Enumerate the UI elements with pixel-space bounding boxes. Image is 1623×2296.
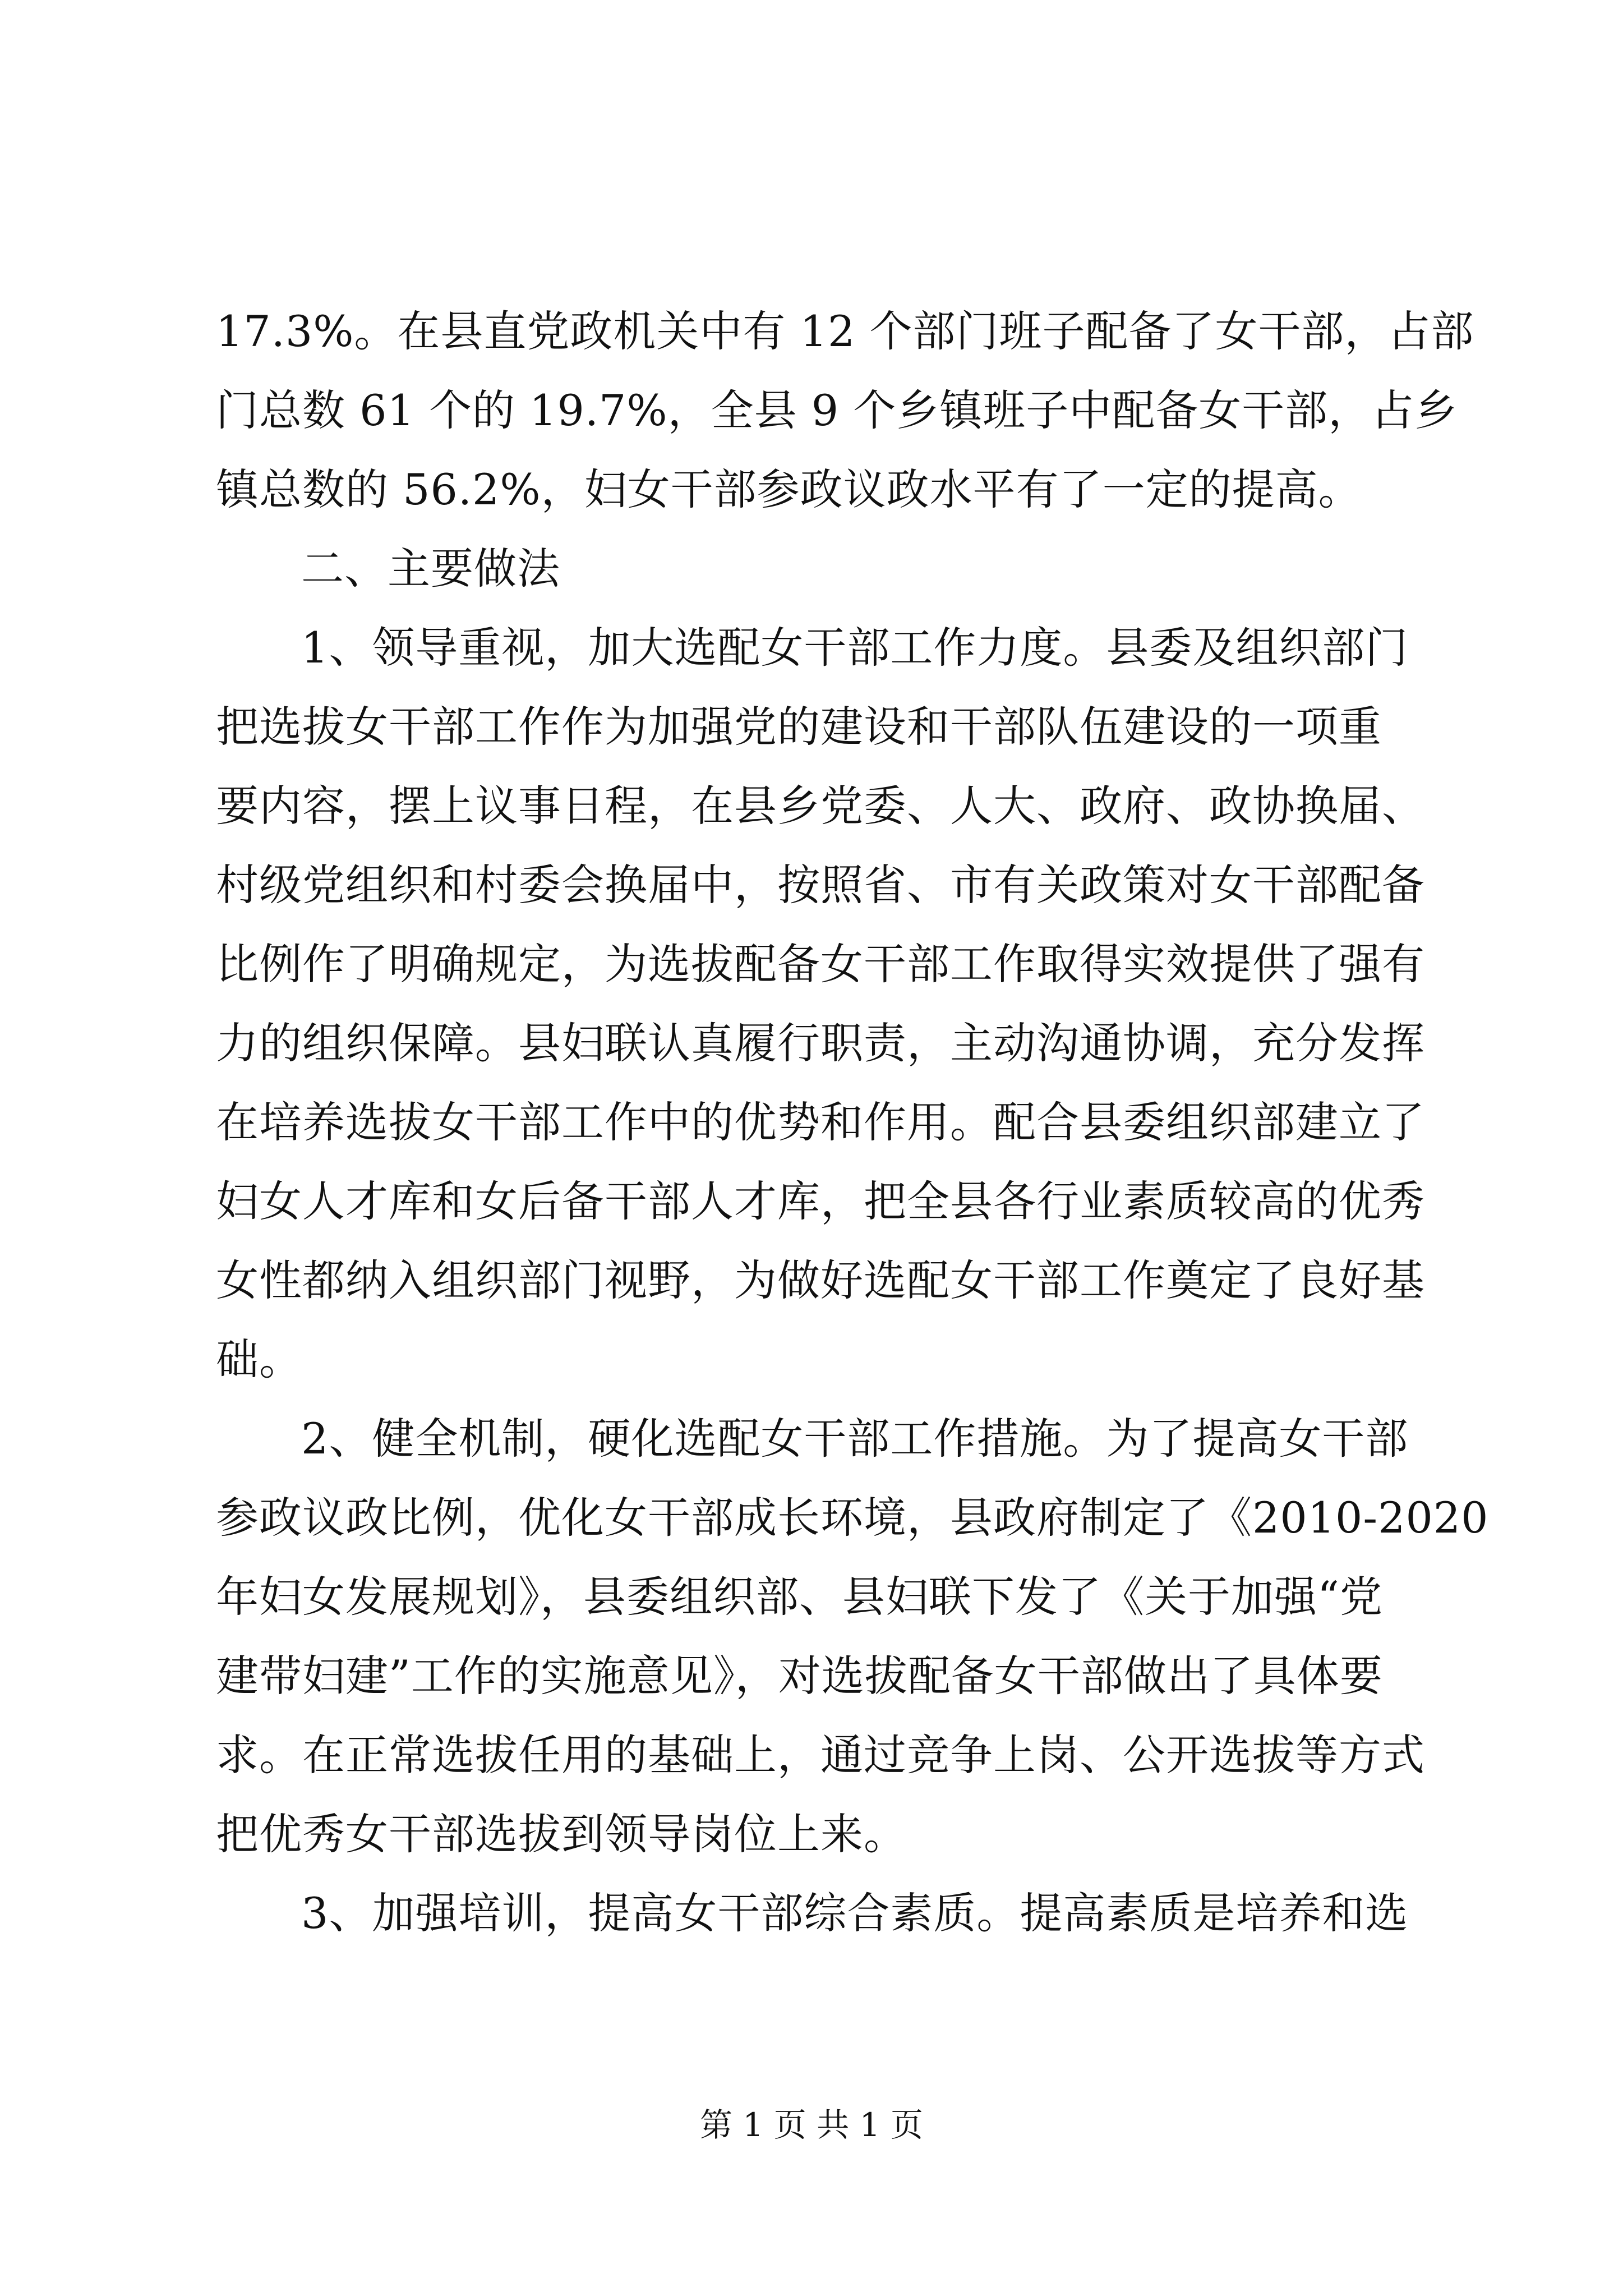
text-line: 要内容，摆上议事日程，在县乡党委、人大、政府、政协换届、 bbox=[216, 781, 1425, 831]
text-line: 3、加强培训，提高女干部综合素质。提高素质是培养和选 bbox=[301, 1888, 1409, 1938]
text-line: 妇女人才库和女后备干部人才库，把全县各行业素质较高的优秀 bbox=[216, 1176, 1425, 1226]
text-line: 2、健全机制，硬化选配女干部工作措施。为了提高女干部 bbox=[301, 1414, 1409, 1464]
text-line: 把优秀女干部选拔到领导岗位上来。 bbox=[216, 1809, 907, 1859]
text-line: 17.3%。在县直党政机关中有 12 个部门班子配备了女干部，占部 bbox=[216, 306, 1474, 356]
text-line: 在培养选拔女干部工作中的优势和作用。配合县委组织部建立了 bbox=[216, 1097, 1425, 1147]
text-line: 村级党组织和村委会换届中，按照省、市有关政策对女干部配备 bbox=[216, 860, 1425, 910]
text-line: 女性都纳入组织部门视野，为做好选配女干部工作奠定了良好基 bbox=[216, 1255, 1425, 1305]
text-line: 镇总数的 56.2%，妇女干部参政议政水平有了一定的提高。 bbox=[216, 464, 1362, 514]
text-line: 把选拔女干部工作作为加强党的建设和干部队伍建设的一项重 bbox=[216, 702, 1382, 752]
text-line: 1、领导重视，加大选配女干部工作力度。县委及组织部门 bbox=[301, 623, 1409, 673]
text-line: 力的组织保障。县妇联认真履行职责，主动沟通协调，充分发挥 bbox=[216, 1018, 1425, 1068]
text-line: 比例作了明确规定，为选拔配备女干部工作取得实效提供了强有 bbox=[216, 939, 1425, 989]
text-line: 门总数 61 个的 19.7%，全县 9 个乡镇班子中配备女干部，占乡 bbox=[216, 385, 1458, 435]
text-line: 年妇女发展规划》，县委组织部、县妇联下发了《关于加强“党 bbox=[216, 1572, 1383, 1622]
section-heading: 二、主要做法 bbox=[301, 544, 560, 593]
text-line: 建带妇建”工作的实施意见》，对选拔配备女干部做出了具体要 bbox=[216, 1651, 1383, 1701]
text-line: 求。在正常选拔任用的基础上，通过竞争上岗、公开选拔等方式 bbox=[216, 1730, 1425, 1780]
page-footer: 第 1 页 共 1 页 bbox=[700, 2106, 923, 2144]
text-line: 础。 bbox=[216, 1335, 302, 1384]
text-line: 参政议政比例，优化女干部成长环境，县政府制定了《2010-2020 bbox=[216, 1493, 1489, 1543]
document-body bbox=[216, 292, 1489, 1953]
